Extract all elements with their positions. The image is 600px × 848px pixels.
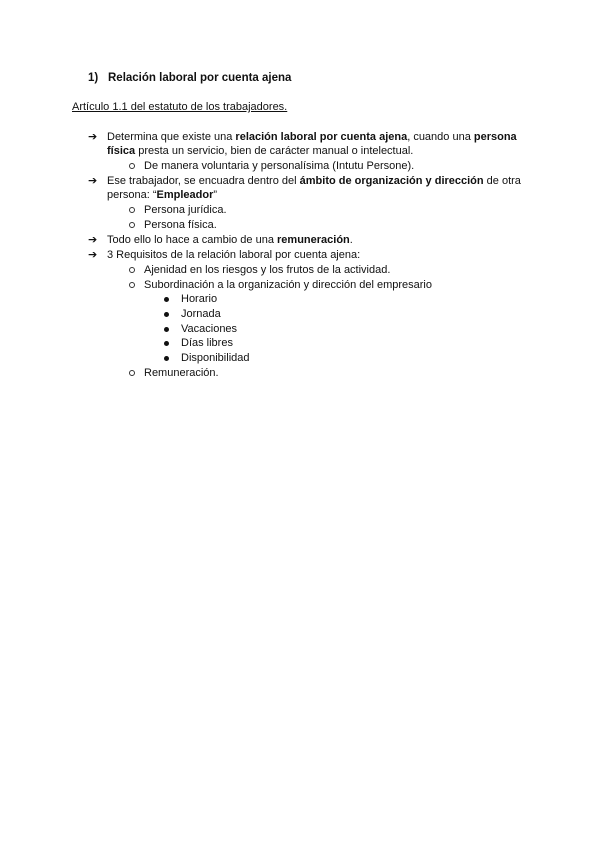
- list-item: Disponibilidad: [181, 352, 250, 364]
- list-item: Horario: [181, 293, 218, 305]
- arrow-bullet-icon: ➔: [88, 249, 98, 261]
- disc-bullet-icon: [164, 312, 169, 317]
- arrow-bullet-icon: ➔: [88, 234, 98, 246]
- circle-bullet-icon: [129, 282, 135, 288]
- list-item: Días libres: [181, 337, 233, 349]
- bullet-2-sub-1: Persona jurídica.: [144, 204, 227, 216]
- bullet-3-line-1: Todo ello lo hace a cambio de una remuneración.: [107, 234, 353, 246]
- circle-bullet-icon: [129, 163, 135, 169]
- circle-bullet-icon: [129, 370, 135, 376]
- disc-bullet-icon: [164, 341, 169, 346]
- bullet-4-sub-2: Subordinación a la organización y dirección del empresario: [144, 279, 432, 291]
- section-heading: [88, 72, 291, 84]
- disc-bullet-icon: [164, 297, 169, 302]
- bullet-1-sub-1: De manera voluntaria y personalísima (Intutu Persone).: [144, 160, 415, 172]
- bullet-2-line-1: Ese trabajador, se encuadra dentro del ámbito de organización y dirección de otra: [107, 175, 521, 187]
- bullet-2-sub-2: Persona física.: [144, 219, 217, 231]
- arrow-bullet-icon: ➔: [88, 175, 98, 187]
- bullet-1-line-2: física presta un servicio, bien de carácter manual o intelectual.: [107, 145, 414, 157]
- bullet-1-line-1: Determina que existe una relación laboral por cuenta ajena, cuando una persona: [107, 131, 517, 143]
- bullet-2-line-2: persona: “Empleador”: [107, 189, 218, 201]
- list-item: Jornada: [181, 308, 221, 320]
- section-number: 1): [88, 72, 99, 84]
- disc-bullet-icon: [164, 327, 169, 332]
- circle-bullet-icon: [129, 207, 135, 213]
- circle-bullet-icon: [129, 267, 135, 273]
- section-title: Relación laboral por cuenta ajena: [108, 72, 292, 84]
- bullet-4-sub-1: Ajenidad en los riesgos y los frutos de la actividad.: [144, 264, 391, 276]
- article-reference: Artículo 1.1 del estatuto de los trabajadores.: [72, 101, 288, 113]
- circle-bullet-icon: [129, 222, 135, 228]
- bullet-4-line-1: 3 Requisitos de la relación laboral por cuenta ajena:: [107, 249, 361, 261]
- list-item: Vacaciones: [181, 323, 238, 335]
- disc-bullet-icon: [164, 356, 169, 361]
- bullet-4-sub-3: Remuneración.: [144, 367, 219, 379]
- arrow-bullet-icon: ➔: [88, 131, 98, 143]
